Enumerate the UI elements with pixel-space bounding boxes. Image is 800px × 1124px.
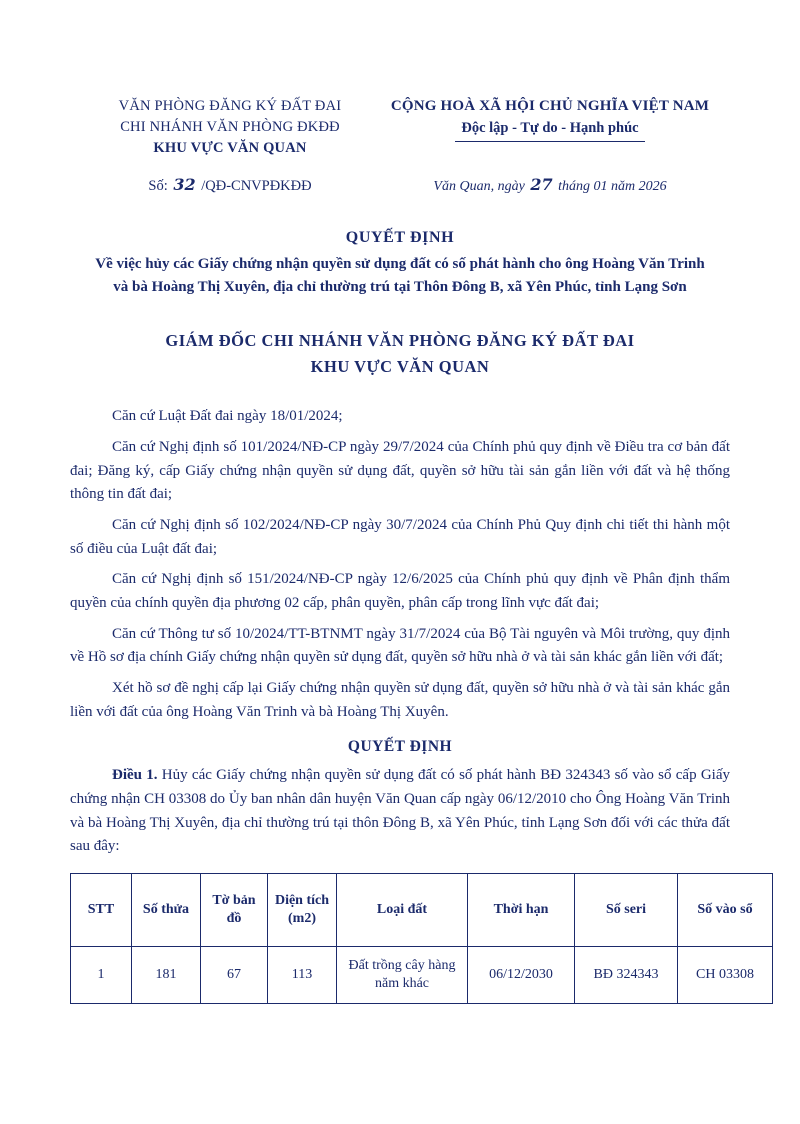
cell-dien-tich: 113 [268, 947, 337, 1004]
cell-so-thua: 181 [132, 947, 201, 1004]
number-suffix: /QĐ-CNVPĐKĐĐ [201, 178, 312, 195]
cell-to-ban-do: 67 [201, 947, 268, 1004]
legal-basis-paragraph: Căn cứ Luật Đất đai ngày 18/01/2024; [112, 408, 343, 425]
legal-basis-paragraph: Căn cứ Nghị định số 102/2024/NĐ-CP ngày 30/7/2024 của Chính Phủ Quy định chi tiết thi hành một số điều của Luật đất đai; [70, 516, 730, 557]
office-line-3: KHU VỰC VĂN QUAN [153, 140, 307, 157]
national-heading-block [370, 96, 730, 142]
number-date-row [70, 175, 730, 195]
table-header-row [71, 874, 773, 947]
place-date-prefix: Văn Quan, ngày [433, 179, 525, 195]
cell-so-seri: BĐ 324343 [575, 947, 678, 1004]
document-header [70, 96, 730, 159]
page-subtitle: Về việc hủy các Giấy chứng nhận quyền sử dụng đất có số phát hành cho ông Hoàng Văn Trinh và bà Hoàng Thị Xuyên, địa chỉ thường trú tại Thôn Đông B, xã Yên Phúc, tỉnh Lạng Sơn [95, 256, 705, 295]
decision-heading: QUYẾT ĐỊNH [347, 738, 453, 756]
cell-so-vao-so: CH 03308 [678, 947, 773, 1004]
issuing-office-block [70, 96, 370, 159]
national-motto: Độc lập - Tự do - Hạnh phúc [455, 118, 644, 142]
authority-line-2: KHU VỰC VĂN QUAN [310, 356, 490, 376]
number-prefix: Số: [148, 178, 168, 195]
document-number [70, 175, 370, 195]
legal-basis-paragraph: Căn cứ Nghị định số 151/2024/NĐ-CP ngày 12/6/2025 của Chính phủ quy định về Phân định thẩm quyền của chính quyền địa phương 02 cấp, phân quyền, phân cấp trong lĩnh vực đất đai; [70, 571, 730, 611]
page-title: QUYẾT ĐỊNH [345, 229, 455, 247]
table-header-so-seri: Số seri [575, 874, 678, 947]
table-header-so-thua: Số thửa [132, 874, 201, 947]
national-title: CỘNG HOÀ XÃ HỘI CHỦ NGHĨA VIỆT NAM [390, 98, 710, 114]
table-header-so-vao-so: Số vào sổ [678, 874, 773, 947]
article-1-text: Hủy các Giấy chứng nhận quyền sử dụng đất có số phát hành BĐ 324343 số vào sổ cấp Giấy chứng nhận CH 03308 do Ủy ban nhân dân huyện Văn Quan cấp ngày 06/12/2010 cho Ông Hoàng Văn Trinh và bà Hoàng Thị Xuyên, địa chỉ thường trú tại thôn Đông B, xã Yên Phúc, tỉnh Lạng Sơn đối với các thửa đất sau đây: [70, 767, 731, 855]
table-header-to-ban-do: Tờ bản đồ [201, 874, 268, 947]
table-header-loai-dat: Loại đất [337, 874, 468, 947]
application-review-paragraph: Xét hồ sơ đề nghị cấp lại Giấy chứng nhận quyền sử dụng đất, quyền sở hữu nhà ở và tài sản khác gắn liền với đất của ông Hoàng Văn Trinh và bà Hoàng Thị Xuyên. [70, 680, 730, 720]
document-body [70, 405, 730, 859]
legal-basis-paragraph: Căn cứ Nghị định số 101/2024/NĐ-CP ngày 29/7/2024 của Chính phủ quy định về Điều tra cơ bản đất đai; Đăng ký, cấp Giấy chứng nhận quyền sử dụng đất, quyền sở hữu tài sản gắn liền với đất và hệ thống thông tin đất đai; [70, 438, 730, 503]
authority-line-1: GIÁM ĐỐC CHI NHÁNH VĂN PHÒNG ĐĂNG KÝ ĐẤT ĐAI [165, 331, 635, 351]
table-header-stt: STT [71, 874, 132, 947]
place-and-date [370, 175, 730, 195]
office-line-1: VĂN PHÒNG ĐĂNG KÝ ĐẤT ĐAI [118, 98, 342, 114]
land-parcel-table [70, 873, 773, 1004]
legal-basis-paragraph: Căn cứ Thông tư số 10/2024/TT-BTNMT ngày 31/7/2024 của Bộ Tài nguyên và Môi trường, quy định về Hồ sơ địa chính Giấy chứng nhận quyền sử dụng đất, quyền sở hữu nhà ở và tài sản khác gắn liền với đất; [70, 625, 730, 666]
cell-thoi-han: 06/12/2030 [468, 947, 575, 1004]
cell-stt: 1 [71, 947, 132, 1004]
issuing-authority [70, 328, 730, 379]
article-1-paragraph [70, 764, 730, 859]
article-1-label: Điều 1. [112, 767, 158, 784]
date-day: 27 [530, 175, 553, 195]
number-value: 32 [173, 175, 196, 195]
table-row [71, 947, 773, 1004]
table-header-dien-tich: Diện tích (m2) [268, 874, 337, 947]
table-header-thoi-han: Thời hạn [468, 874, 575, 947]
office-line-2: CHI NHÁNH VĂN PHÒNG ĐKĐĐ [120, 119, 340, 136]
cell-loai-dat: Đất trồng cây hàng năm khác [337, 947, 468, 1004]
place-date-suffix: tháng 01 năm 2026 [558, 179, 667, 195]
